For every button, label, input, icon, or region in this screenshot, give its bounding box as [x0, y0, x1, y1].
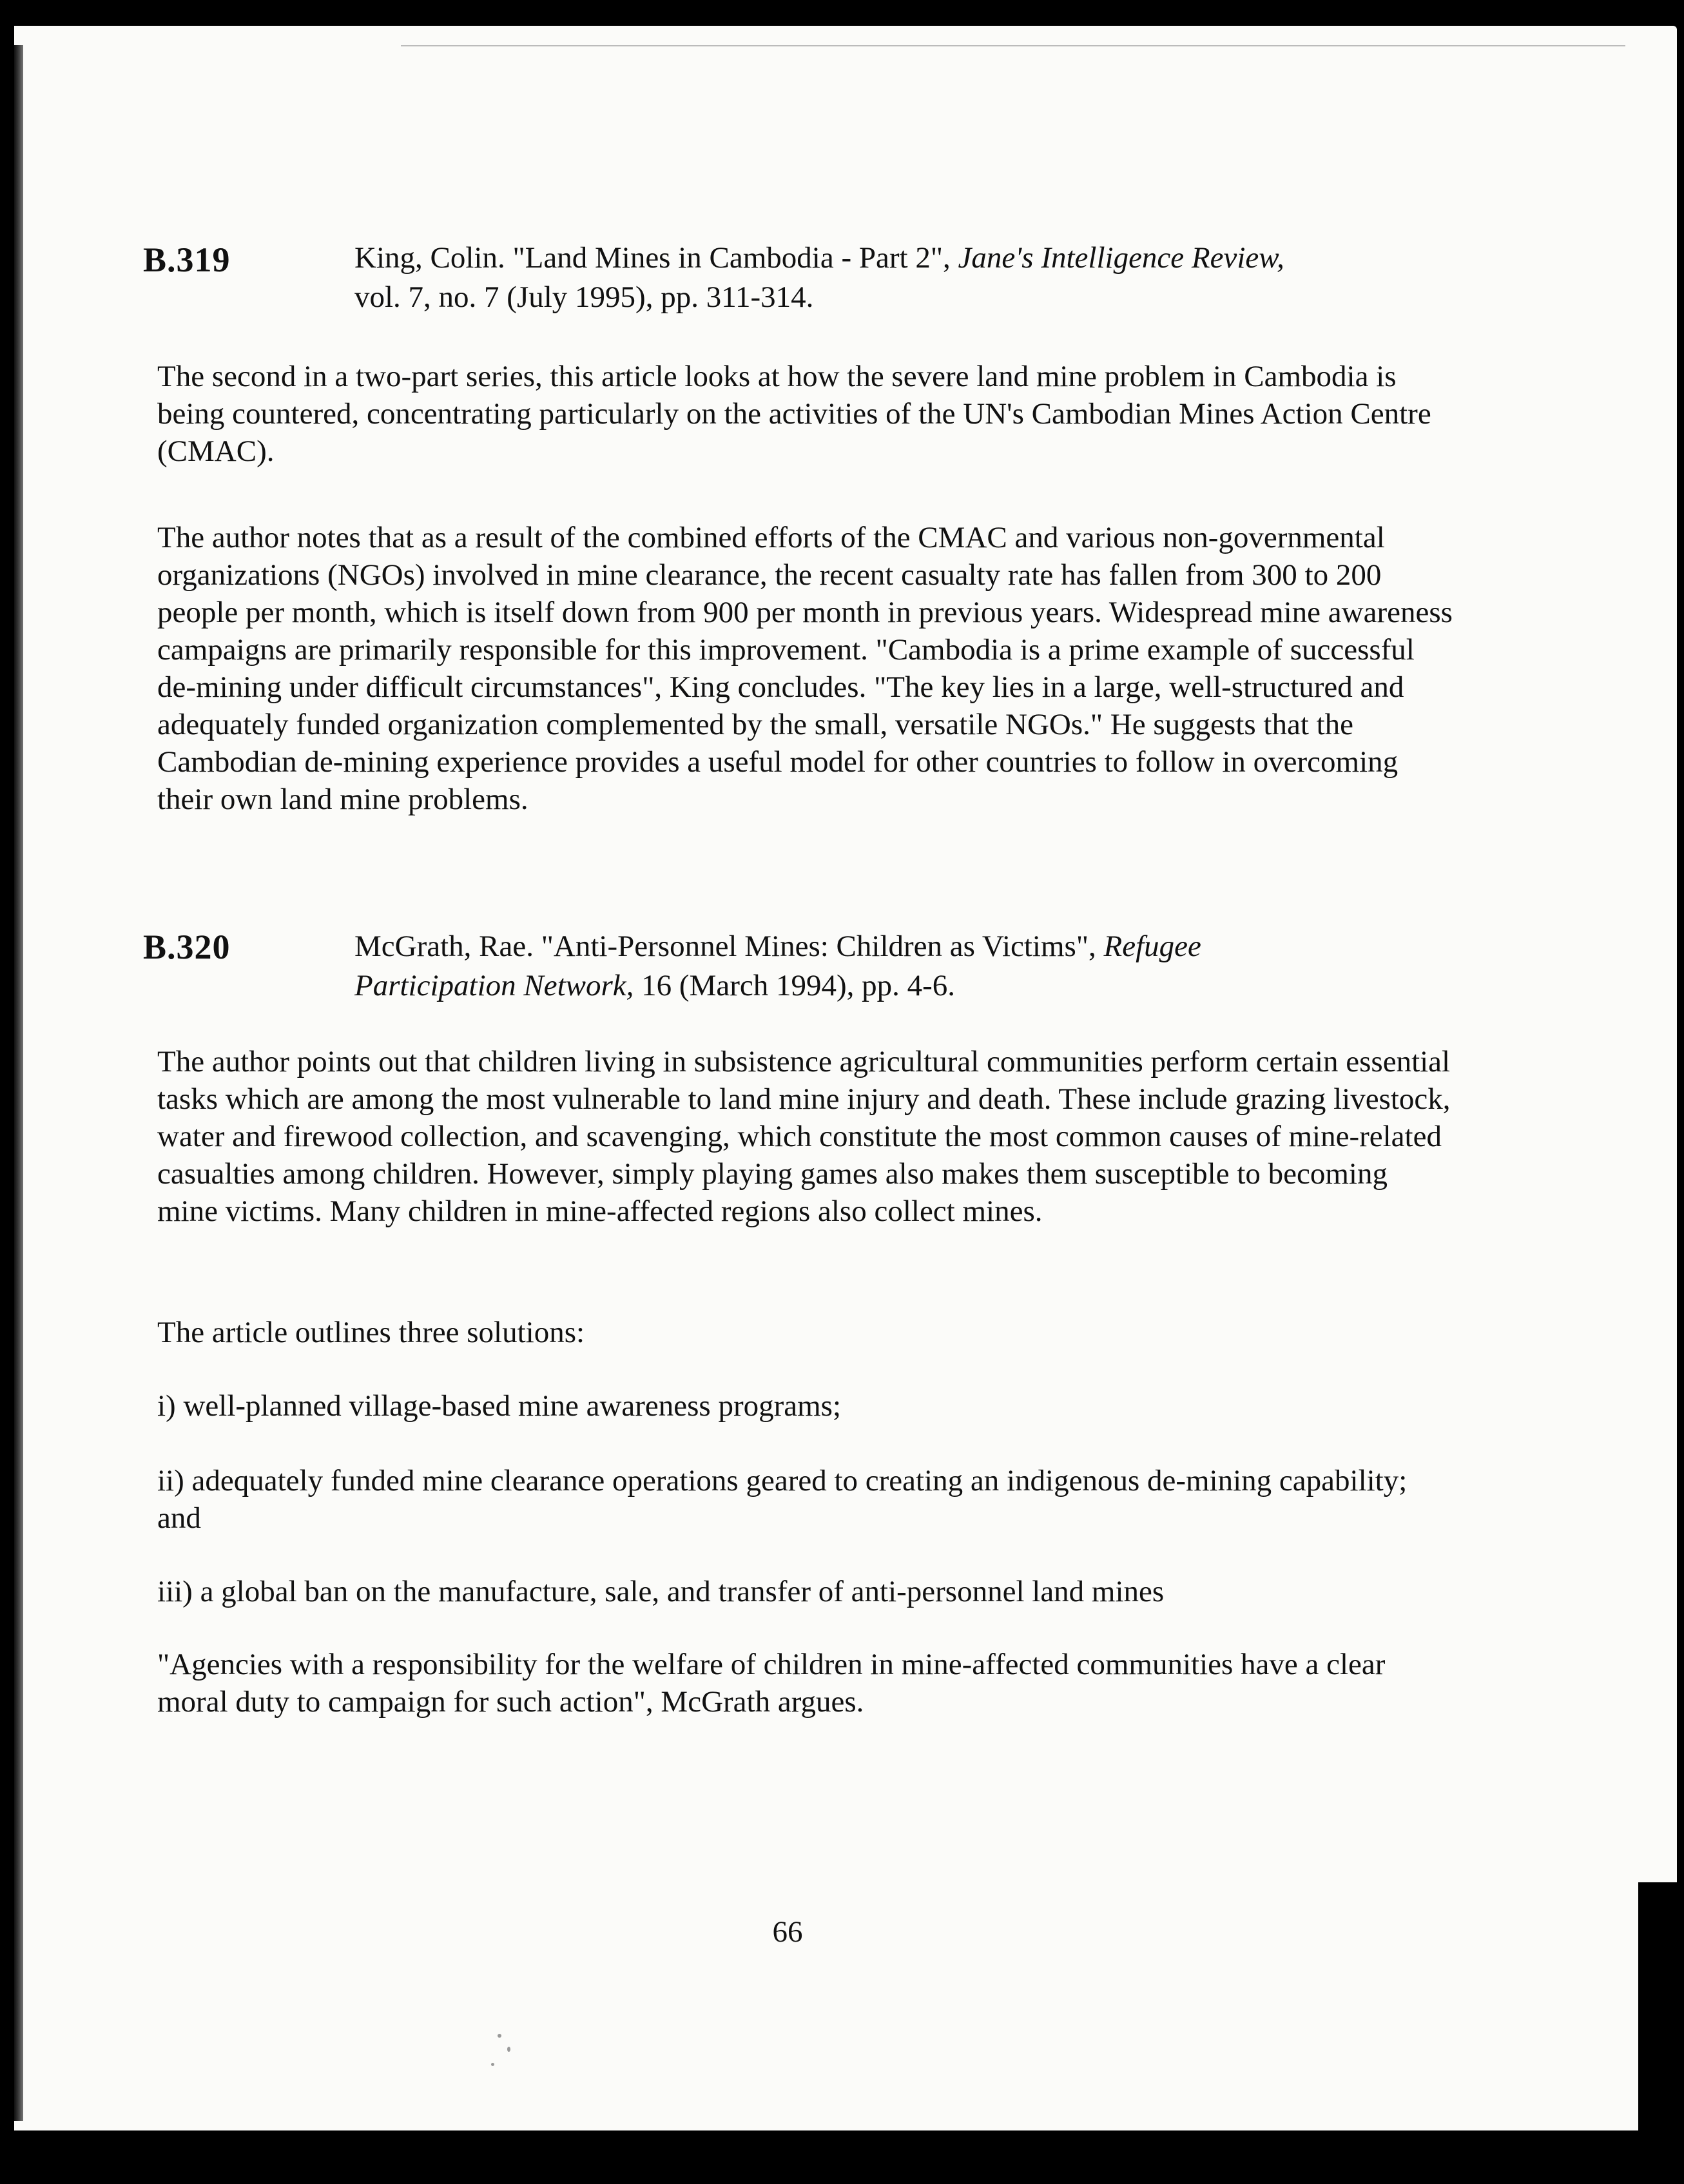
- scan-speck: [491, 2063, 494, 2066]
- paragraph-text: ii) adequately funded mine clearance operations geared to creating an indigenous de-mining capability; and: [157, 1464, 1408, 1535]
- entry-id: B.320: [143, 928, 231, 966]
- solution-item: [157, 1387, 1453, 1425]
- document-page: [14, 26, 1677, 2130]
- solution-item: [157, 1573, 1453, 1610]
- scan-speck: [507, 2047, 510, 2052]
- citation-line: vol. 7, no. 7 (July 1995), pp. 311-314.: [354, 280, 814, 314]
- scan-speck: [498, 2034, 501, 2038]
- top-rule: [401, 45, 1625, 46]
- page-right-corner: [1638, 1882, 1677, 2130]
- solution-item: [157, 1462, 1453, 1537]
- paragraph-text: i) well-planned village-based mine awareness programs;: [157, 1389, 842, 1423]
- abstract-paragraph: [157, 519, 1453, 818]
- page-left-edge: [14, 45, 23, 2121]
- abstract-paragraph: [157, 1314, 1453, 1351]
- citation-text: 16 (March 1994), pp. 4-6.: [641, 969, 956, 1002]
- journal-title: Refugee: [1103, 930, 1201, 963]
- journal-title: Participation Network,: [354, 969, 634, 1002]
- abstract-paragraph: [157, 1043, 1453, 1230]
- page-number: 66: [772, 1915, 803, 1949]
- paragraph-text: The author points out that children living in subsistence agricultural communities perform certain essential tasks which are among the most vulnerable to land mine injury and death. These include grazing livestock, water and firewood collection, and scavenging, which constitute the most common causes of mine-related casualties among children. However, simply playing games also makes them susceptible to becoming mine victims. Many children in mine-affected regions also collect mines.: [157, 1045, 1451, 1228]
- abstract-paragraph: [157, 1646, 1453, 1721]
- paragraph-text: The second in a two-part series, this article looks at how the severe land mine problem in Cambodia is being countered, concentrating particularly on the activities of the UN's Cambodian Mines Action Centre (CMAC).: [157, 360, 1431, 468]
- abstract-paragraph: [157, 358, 1453, 470]
- paragraph-text: The author notes that as a result of the combined efforts of the CMAC and various non-governmental organizations (NGOs) involved in mine clearance, the recent casualty rate has fallen from 300 to 200 people per month, which is itself down from 900 per month in previous years. Widespread mine awareness campaigns are primarily responsible for this improvement. "Cambodia is a prime example of successful de-mining under difficult circumstances", King concludes. "The key lies in a large, well-structured and adequately funded organization complemented by the small, versatile NGOs." He suggests that the Cambodian de-mining experience provides a useful model for other countries to follow in overcoming their own land mine problems.: [157, 521, 1453, 816]
- paragraph-text: iii) a global ban on the manufacture, sale, and transfer of anti-personnel land mines: [157, 1575, 1165, 1608]
- citation-text: McGrath, Rae. "Anti-Personnel Mines: Children as Victims",: [354, 930, 1096, 963]
- entry-id: B.319: [143, 240, 231, 279]
- journal-title: Jane's Intelligence Review,: [958, 241, 1284, 275]
- entry-citation: [354, 239, 1450, 317]
- citation-text: King, Colin. "Land Mines in Cambodia - Part 2",: [354, 241, 951, 275]
- paragraph-text: "Agencies with a responsibility for the welfare of children in mine-affected communities have a clear moral duty to campaign for such action", McGrath argues.: [157, 1648, 1386, 1719]
- citation-line: [354, 927, 1450, 966]
- citation-line: [354, 239, 1450, 278]
- entry-citation: [354, 927, 1450, 1006]
- citation-line: [354, 966, 1450, 1006]
- paragraph-text: The article outlines three solutions:: [157, 1316, 585, 1349]
